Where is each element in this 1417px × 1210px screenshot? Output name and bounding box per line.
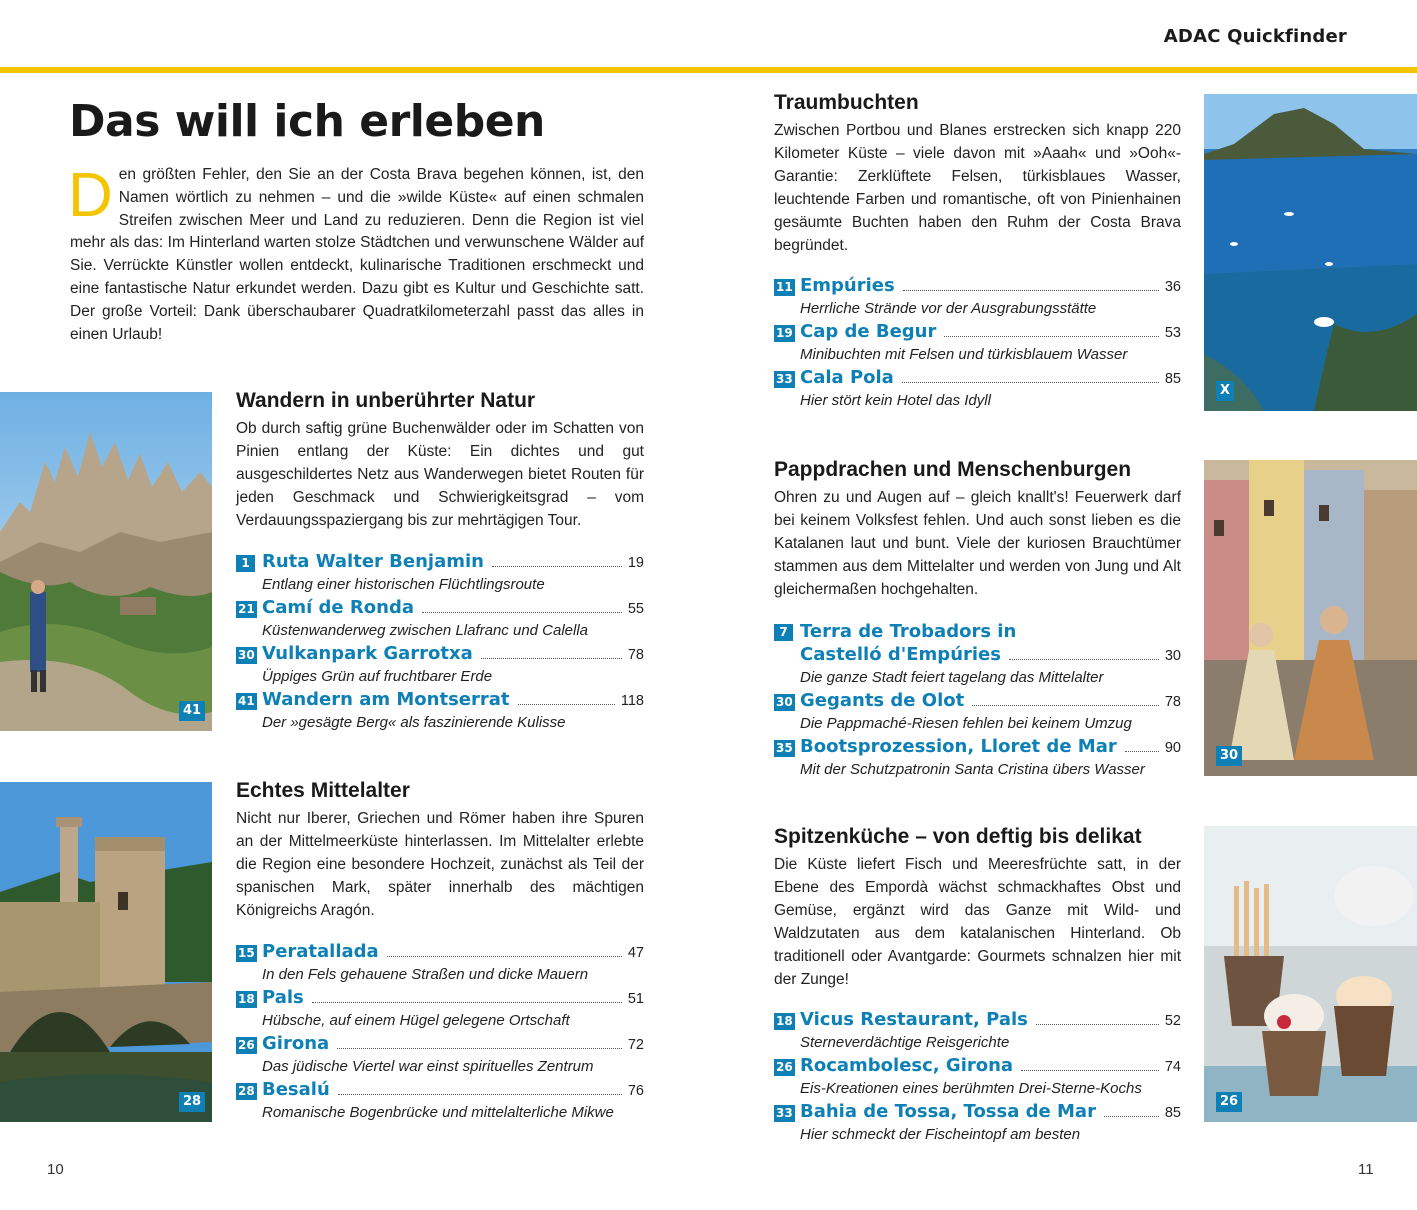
photo-ice-cream bbox=[1204, 826, 1417, 1122]
entry-number: 1 bbox=[236, 555, 255, 572]
entry-subtitle: Herrliche Strände vor der Ausgrabungsstätte bbox=[800, 300, 1097, 318]
entry-item[interactable] bbox=[774, 620, 1181, 688]
entry-list bbox=[774, 1009, 1181, 1145]
entry-number: 21 bbox=[238, 601, 255, 616]
section-festivals bbox=[774, 457, 1181, 782]
page-number-right: 11 bbox=[1358, 1161, 1374, 1178]
entry-subtitle: Eis-Kreationen eines berühmten Drei-Sterne-Kochs bbox=[800, 1080, 1142, 1098]
entry-page: 74 bbox=[1164, 1059, 1181, 1076]
photo-bay bbox=[1204, 94, 1417, 411]
entry-name: Wandern am Montserrat bbox=[262, 688, 510, 710]
entry-page: 30 bbox=[1164, 647, 1181, 664]
photo-besalu-illustration bbox=[0, 782, 212, 1122]
entry-subtitle: Hübsche, auf einem Hügel gelegene Ortschaft bbox=[262, 1011, 570, 1029]
entry-number: 41 bbox=[238, 693, 255, 708]
entry-page: 72 bbox=[627, 1036, 644, 1053]
dot-leader bbox=[518, 704, 615, 705]
dot-leader bbox=[902, 382, 1159, 383]
entry-number: 18 bbox=[776, 1014, 793, 1029]
entry-number: 26 bbox=[238, 1037, 255, 1052]
entry-page: 55 bbox=[627, 600, 644, 617]
entry-name: Castelló d'Empúries bbox=[800, 643, 1001, 665]
page-number-left: 10 bbox=[47, 1161, 64, 1178]
entry-subtitle: Mit der Schutzpatronin Santa Cristina übers Wasser bbox=[800, 760, 1145, 778]
entry-item[interactable] bbox=[774, 275, 1181, 319]
entry-name: Besalú bbox=[262, 1078, 330, 1100]
photo-badge-bays: X bbox=[1216, 381, 1234, 401]
entry-subtitle: Küstenwanderweg zwischen Llafranc und Calella bbox=[262, 621, 589, 639]
section-description: Ohren zu und Augen auf – gleich knallt's! Feuerwerk darf bei keinem Volksfest fehlen. Und auch sonst lieben es die Katalanen laut und bunt. Viele der kuriosen Brauchtümer stammen aus dem Mittelalter und werden von Jung und Alt gleichermaßen hochgehalten. bbox=[774, 489, 1181, 598]
entry-item[interactable] bbox=[774, 690, 1181, 734]
intro-text: en größten Fehler, den Sie an der Costa Brava begehen können, ist, den Namen wörtlich zu nehmen – und die »wilde Küste« auf einen schmalen Streifen zwischen Meer und Land zu reduzieren. Denn die Region ist viel mehr als das: Im Hinterland warten stolze Städtchen und verwunschene Wälder auf Sie. Verrückte Künstler wollen entdeckt, kulinarische Traditionen erschmeckt und eine fantastische Natur erkundet werden. Dazu gibt es Kultur und Geschichte satt. Der große Vorteil: Dank überschaubarer Quadratkilometerzahl passt das alles in einen Urlaub! bbox=[70, 166, 644, 343]
entry-name: Empúries bbox=[800, 275, 895, 297]
entry-page: 53 bbox=[1164, 325, 1181, 342]
section-bays bbox=[774, 90, 1181, 413]
dot-leader bbox=[903, 290, 1159, 291]
section-description: Die Küste liefert Fisch und Meeresfrüchte satt, in der Ebene des Empordà wächst schmackhaftes Obst und Gemüse, ergänzt wird das Ganze mit Wild- und Waldzutaten aus dem katalanischen Hinterland. Ob traditionell oder Avantgarde: Gourmets schnalzen hier mit der Zunge! bbox=[774, 856, 1181, 988]
entry-item[interactable] bbox=[236, 1079, 644, 1123]
entry-name: Girona bbox=[262, 1032, 330, 1054]
entry-name: Peratallada bbox=[262, 940, 379, 962]
entry-subtitle: Hier stört kein Hotel das Idyll bbox=[800, 392, 991, 410]
dot-leader bbox=[1021, 1070, 1159, 1071]
photo-bay-illustration bbox=[1204, 94, 1417, 411]
entry-name: Bahia de Tossa, Tossa de Mar bbox=[800, 1101, 1096, 1123]
entry-number: 30 bbox=[238, 647, 255, 662]
entry-item[interactable] bbox=[774, 1055, 1181, 1099]
entry-name: Bootsprozession, Lloret de Mar bbox=[800, 735, 1117, 757]
entry-page: 118 bbox=[620, 692, 644, 709]
entry-number: 28 bbox=[238, 1083, 255, 1098]
section-title: Echtes Mittelalter bbox=[236, 779, 410, 802]
entry-name: Rocambolesc, Girona bbox=[800, 1055, 1014, 1077]
entry-item[interactable] bbox=[236, 643, 644, 687]
dot-leader bbox=[1009, 659, 1159, 660]
photo-badge-hiking: 41 bbox=[179, 701, 205, 721]
entry-number: 33 bbox=[776, 372, 793, 387]
entry-subtitle: Der »gesägte Berg« als faszinierende Kulisse bbox=[262, 713, 566, 731]
intro-paragraph bbox=[68, 161, 644, 346]
entry-subtitle: Minibuchten mit Felsen und türkisblauem Wasser bbox=[800, 346, 1128, 364]
dot-leader bbox=[387, 956, 622, 957]
dot-leader bbox=[1104, 1116, 1159, 1117]
entry-subtitle: Die Pappmaché-Riesen fehlen bei keinem Umzug bbox=[800, 714, 1132, 732]
dot-leader bbox=[1125, 751, 1159, 752]
entry-page: 76 bbox=[627, 1082, 644, 1099]
entry-page: 78 bbox=[1164, 693, 1181, 710]
photo-montserrat bbox=[0, 392, 212, 731]
dot-leader bbox=[337, 1048, 622, 1049]
entry-item[interactable] bbox=[774, 736, 1181, 780]
entry-subtitle: Hier schmeckt der Fischeintopf am besten bbox=[800, 1126, 1081, 1144]
photo-badge-cuisine: 26 bbox=[1216, 1092, 1242, 1112]
entry-page: 51 bbox=[627, 990, 644, 1007]
section-description: Nicht nur Iberer, Griechen und Römer haben ihre Spuren an der Mittelmeerküste hinterlassen. Im Mittelalter erlebte die Region eine besondere Hochzeit, zunächst als Teil der spanischen Mark, später innerhalb des mächtigen Königreichs Aragón. bbox=[236, 810, 644, 919]
entry-name: Vulkanpark Garrotxa bbox=[262, 642, 473, 664]
dot-leader bbox=[422, 612, 622, 613]
photo-montserrat-illustration bbox=[0, 392, 212, 731]
entry-page: 47 bbox=[627, 944, 644, 961]
photo-besalu bbox=[0, 782, 212, 1122]
section-title: Pappdrachen und Menschenburgen bbox=[774, 458, 1132, 481]
entry-item[interactable] bbox=[236, 987, 644, 1031]
photo-badge-festivals: 30 bbox=[1216, 746, 1242, 766]
entry-subtitle: Romanische Bogenbrücke und mittelalterliche Mikwe bbox=[262, 1103, 614, 1121]
section-title: Spitzenküche – von deftig bis delikat bbox=[774, 825, 1142, 848]
entry-item[interactable] bbox=[774, 1009, 1181, 1053]
entry-page: 85 bbox=[1164, 1105, 1181, 1122]
section-cuisine bbox=[774, 824, 1181, 1147]
dot-leader bbox=[944, 336, 1158, 337]
entry-subtitle: Entlang einer historischen Flüchtlingsroute bbox=[262, 575, 545, 593]
entry-number: 18 bbox=[238, 991, 255, 1006]
entry-page: 19 bbox=[627, 554, 644, 571]
section-hiking bbox=[236, 388, 644, 735]
entry-list bbox=[774, 620, 1181, 780]
entry-name: Ruta Walter Benjamin bbox=[262, 550, 484, 572]
entry-page: 52 bbox=[1164, 1013, 1181, 1030]
section-description: Zwischen Portbou und Blanes erstrecken sich knapp 220 Kilometer Küste – viele davon mit »Aaah« und »Ooh«-Garantie: Zerklüftete Felsen, türkisblaues Wasser, leuchtende Farben und romantische, oft von Pinienhainen gesäumte Buchten haben den Ruhm der Costa Brava begründet. bbox=[774, 122, 1181, 254]
entry-item[interactable] bbox=[236, 941, 644, 985]
entry-number: 26 bbox=[776, 1060, 793, 1075]
entry-list bbox=[774, 275, 1181, 411]
entry-subtitle: In den Fels gehauene Straßen und dicke Mauern bbox=[262, 965, 589, 983]
entry-item[interactable] bbox=[774, 367, 1181, 411]
entry-number: 33 bbox=[776, 1106, 793, 1121]
dot-leader bbox=[972, 705, 1159, 706]
entry-number: 19 bbox=[776, 326, 793, 341]
header-label: ADAC Quickfinder bbox=[1163, 26, 1347, 47]
entry-item[interactable] bbox=[236, 597, 644, 641]
dropcap: D bbox=[68, 161, 113, 230]
entry-subtitle: Sterneverdächtige Reisgerichte bbox=[800, 1034, 1010, 1052]
entry-name: Vicus Restaurant, Pals bbox=[800, 1009, 1028, 1031]
entry-name: Pals bbox=[262, 986, 304, 1008]
dot-leader bbox=[492, 566, 622, 567]
entry-item[interactable] bbox=[236, 689, 644, 733]
dot-leader bbox=[312, 1002, 622, 1003]
entry-name: Gegants de Olot bbox=[800, 689, 965, 711]
photo-gegants-illustration bbox=[1204, 460, 1417, 776]
entry-list bbox=[236, 941, 644, 1123]
dot-leader bbox=[338, 1094, 622, 1095]
entry-number: 11 bbox=[776, 280, 793, 295]
entry-subtitle: Die ganze Stadt feiert tagelang das Mittelalter bbox=[800, 668, 1104, 686]
entry-name: Cala Pola bbox=[800, 367, 894, 389]
photo-gegants bbox=[1204, 460, 1417, 776]
dot-leader bbox=[1036, 1024, 1159, 1025]
section-title: Wandern in unberührter Natur bbox=[236, 389, 536, 412]
entry-item[interactable] bbox=[774, 1101, 1181, 1145]
section-description: Ob durch saftig grüne Buchenwälder oder im Schatten von Pinien entlang der Küste: Ein dichtes und gut ausgeschildertes Netz aus Wanderwegen bietet Routen für jeden Geschmack und Schwierigkeitsgrad – vom Verdauungsspaziergang bis zur mehrtägigen Tour. bbox=[236, 420, 644, 529]
entry-subtitle: Das jüdische Viertel war einst spirituelles Zentrum bbox=[262, 1057, 594, 1075]
entry-page: 90 bbox=[1164, 739, 1181, 756]
dot-leader bbox=[481, 658, 622, 659]
entry-number: 15 bbox=[238, 945, 255, 960]
entry-name: Camí de Ronda bbox=[262, 596, 414, 618]
section-title: Traumbuchten bbox=[774, 91, 919, 114]
section-medieval bbox=[236, 778, 644, 1125]
entry-name-line1: Terra de Trobadors in bbox=[800, 620, 1017, 642]
entry-subtitle: Üppiges Grün auf fruchtbarer Erde bbox=[262, 667, 493, 685]
entry-name: Cap de Begur bbox=[800, 321, 937, 343]
entry-item[interactable] bbox=[236, 551, 644, 595]
entry-page: 85 bbox=[1164, 371, 1181, 388]
entry-number: 7 bbox=[774, 624, 793, 641]
photo-badge-medieval: 28 bbox=[179, 1092, 205, 1112]
entry-number: 35 bbox=[776, 740, 793, 755]
yellow-rule bbox=[0, 67, 1417, 73]
entry-item[interactable] bbox=[236, 1033, 644, 1077]
entry-page: 36 bbox=[1164, 279, 1181, 296]
photo-ice-cream-illustration bbox=[1204, 826, 1417, 1122]
entry-number: 30 bbox=[776, 694, 793, 709]
page-title: Das will ich erleben bbox=[69, 96, 545, 147]
entry-list bbox=[236, 551, 644, 733]
entry-page: 78 bbox=[627, 646, 644, 663]
entry-item[interactable] bbox=[774, 321, 1181, 365]
